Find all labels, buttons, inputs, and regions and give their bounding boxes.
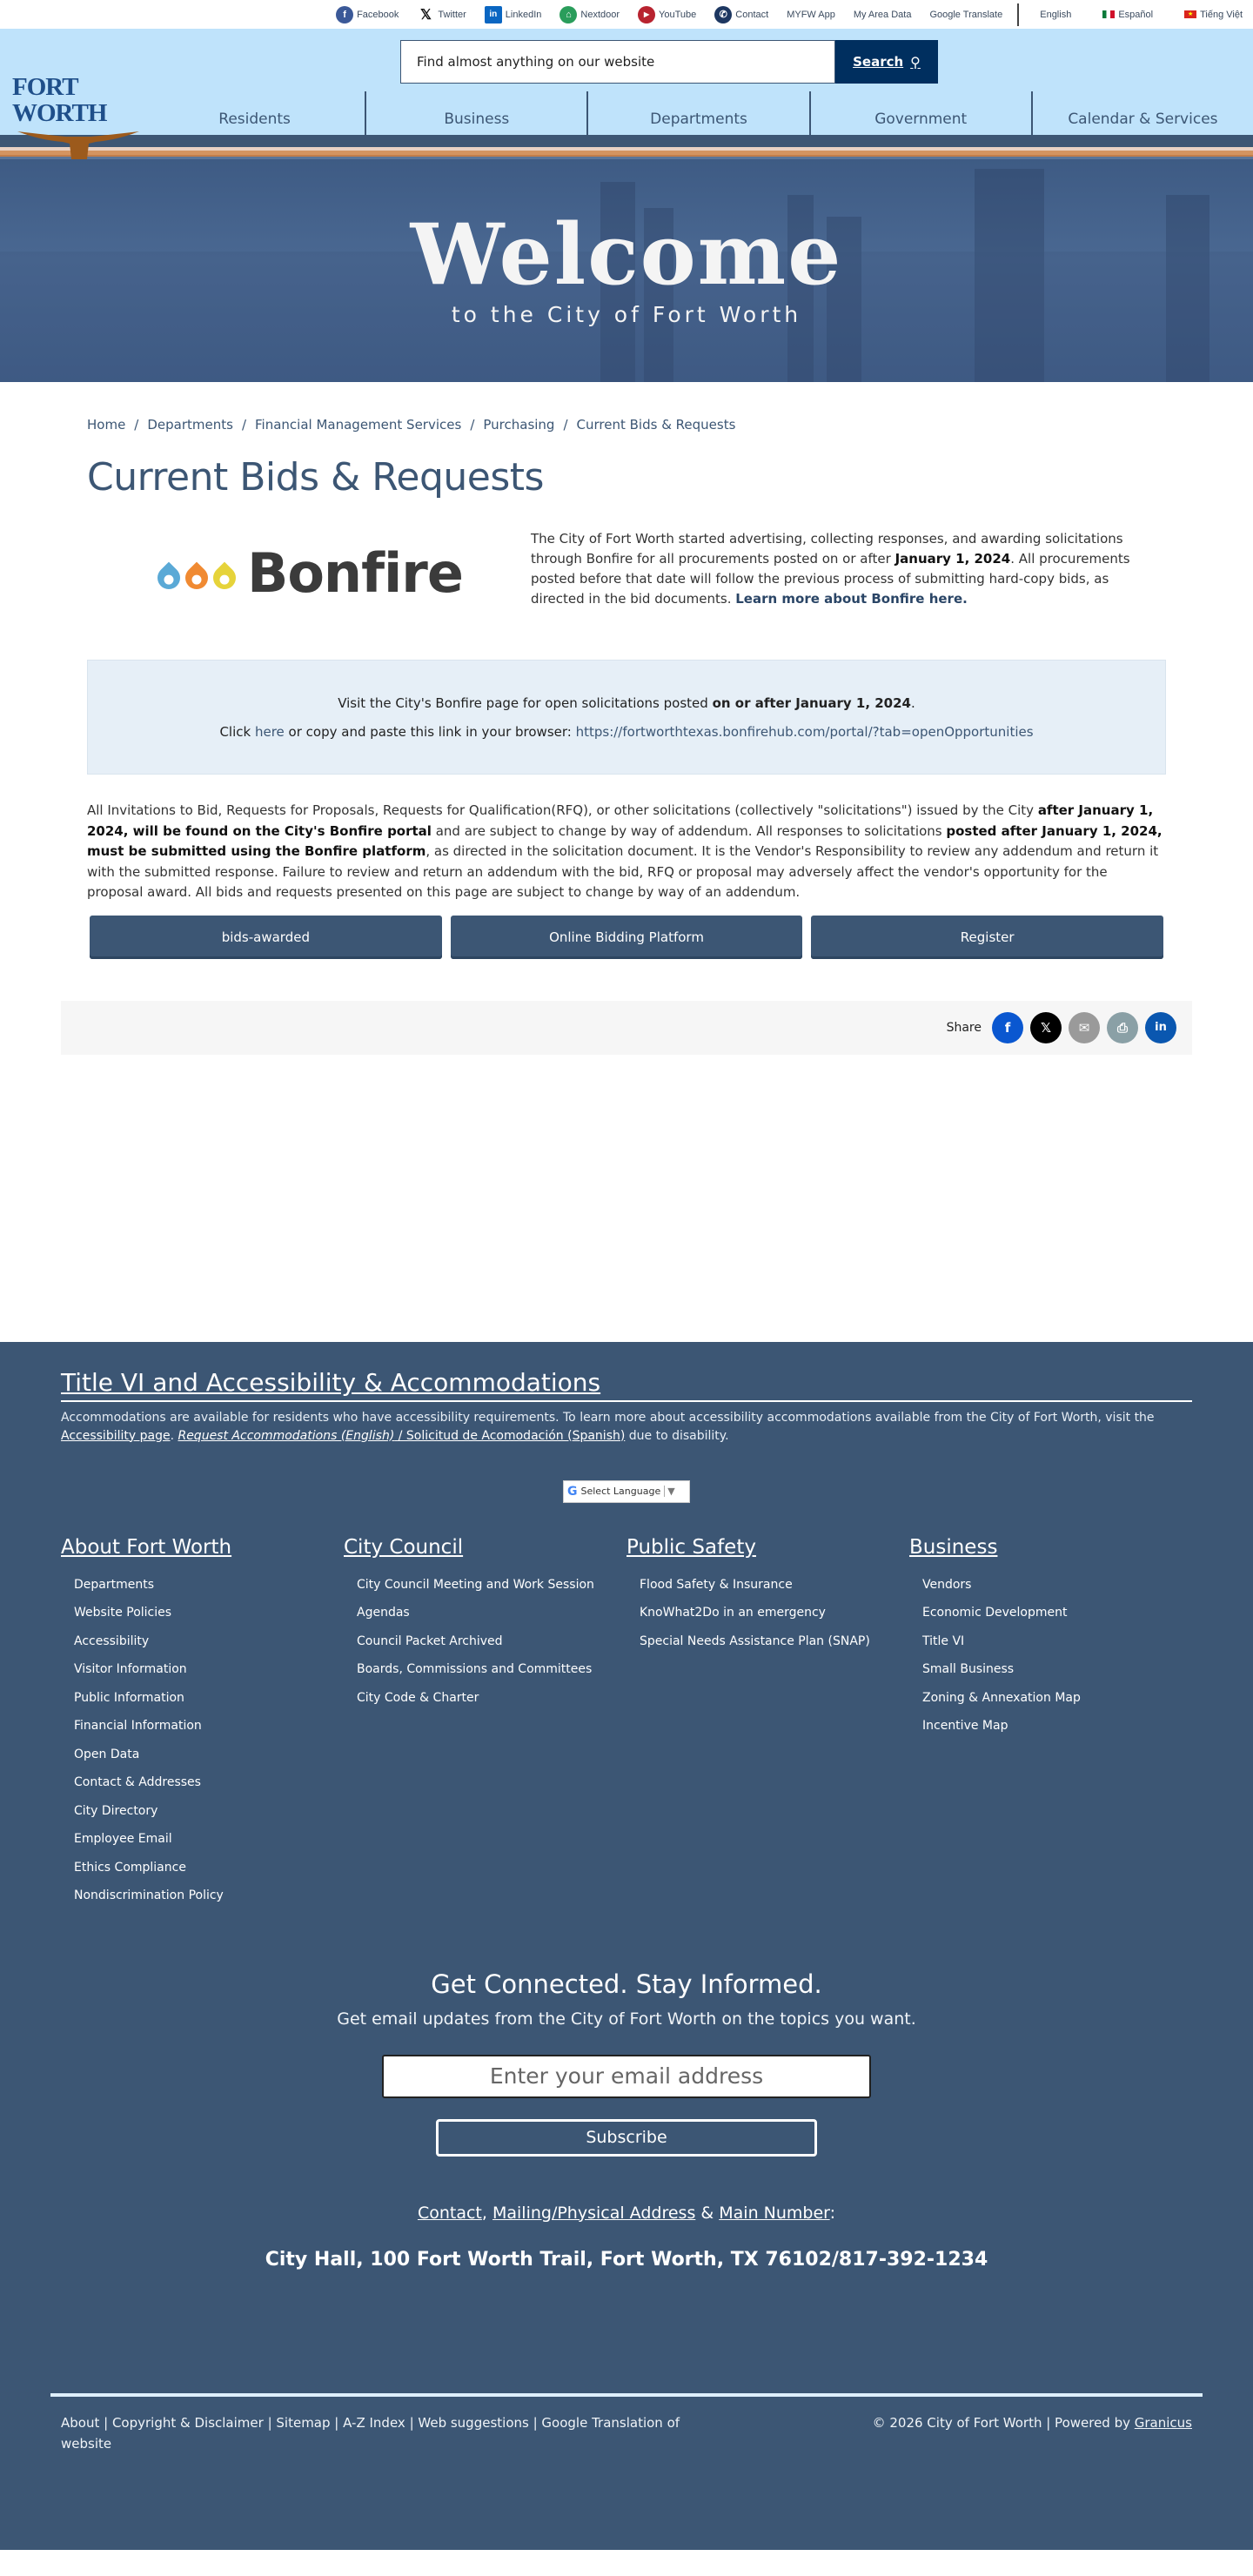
nextdoor-icon: ⌂ (559, 6, 577, 23)
footer-link[interactable]: Economic Development (922, 1606, 1068, 1620)
site-header (0, 29, 1253, 147)
newsletter-subtitle: Get email updates from the City of Fort Worth on the topics you want. (337, 2009, 916, 2029)
breadcrumb-departments[interactable]: Departments (147, 417, 233, 433)
bids-awarded-button[interactable]: bids-awarded (90, 916, 442, 959)
footer-column-business (909, 1536, 1192, 1917)
footer-link[interactable]: Departments (74, 1577, 155, 1592)
divider (1017, 3, 1019, 26)
x-twitter-icon: 𝕏 (417, 6, 434, 23)
footer-link[interactable]: Employee Email (74, 1832, 172, 1846)
youtube-link[interactable]: ▶ YouTube (638, 6, 696, 23)
learn-more-bonfire-link[interactable]: Learn more about Bonfire here. (735, 591, 968, 607)
contact-links: Contact, Mailing/Physical Address & Main Number: (417, 2203, 836, 2223)
footer-column-about (61, 1536, 344, 1917)
nextdoor-link[interactable]: ⌂ Nextdoor (559, 6, 620, 23)
footer-link-columns (61, 1536, 1192, 1917)
hero-title: Welcome (410, 205, 843, 304)
fort-worth-logo[interactable]: FORT WORTH (12, 74, 144, 137)
twitter-link[interactable]: 𝕏 Twitter (417, 6, 466, 23)
footer-link[interactable]: Council Packet Archived (357, 1633, 503, 1648)
search-input[interactable] (400, 40, 835, 84)
breadcrumb-financial-management[interactable]: Financial Management Services (255, 417, 462, 433)
granicus-link[interactable]: Granicus (1134, 2414, 1192, 2431)
about-link[interactable]: About (61, 2414, 100, 2431)
subscribe-button[interactable]: Subscribe (436, 2119, 817, 2157)
main-nav (144, 91, 1253, 147)
footer-link[interactable]: Visitor Information (74, 1662, 187, 1676)
google-translate-select[interactable]: G Select Language ▼ (563, 1480, 690, 1503)
about-fort-worth-heading[interactable]: About Fort Worth (61, 1535, 232, 1559)
web-suggestions-link[interactable]: Web suggestions (418, 2414, 529, 2431)
language-english[interactable]: English (1040, 9, 1072, 20)
myfw-app-link[interactable]: MYFW App (787, 9, 835, 20)
breadcrumb-current[interactable]: Current Bids & Requests (576, 417, 736, 433)
callout-line-2: Click here or copy and paste this link in your browser: https://fortworthtexas.bonfirehub.com/portal/?tab=openOpportunities (219, 723, 1034, 740)
x-share-icon[interactable]: 𝕏 (1030, 1012, 1062, 1043)
page-title: Current Bids & Requests (87, 455, 544, 500)
bonfire-callout (87, 660, 1166, 775)
footer-link[interactable]: Agendas (357, 1606, 410, 1620)
bonfire-portal-url-link[interactable]: https://fortworthtexas.bonfirehub.com/portal/?tab=openOpportunities (575, 723, 1034, 740)
linkedin-icon: in (485, 6, 502, 23)
youtube-icon: ▶ (638, 6, 655, 23)
hero-banner (0, 159, 1253, 382)
copyright-link[interactable]: Copyright & Disclaimer (111, 2414, 264, 2431)
footer-link[interactable]: Zoning & Annexation Map (922, 1690, 1081, 1705)
footer-link[interactable]: Title VI (922, 1633, 965, 1648)
language-spanish[interactable]: Español (1102, 10, 1153, 20)
nav-departments[interactable]: Departments (588, 91, 810, 147)
solicitation-notice: All Invitations to Bid, Requests for Proposals, Requests for Qualification(RFQ), or other solicitations (collectively "solicitations") issued by the City after January 1, 2024, will be found on the City's Bonfire portal and are subject to change by way of addendum. All responses to solicitations posted after January 1, 2024, must be submitted using the Bonfire platform, as directed in the solicitation document. It is the Vendor's Responsibility to review any addendum and return it with the submitted response. Failure to review and return an addendum with the bid, RFQ or proposal may adversely affect the vendor's opportunity for the proposal award. All bids and requests presented on this page are subject to change by way of an addendum. (87, 802, 1163, 900)
linkedin-share-icon[interactable]: in (1145, 1012, 1176, 1043)
footer-column-city-council (344, 1536, 626, 1917)
breadcrumb-purchasing[interactable]: Purchasing (483, 417, 555, 433)
accessibility-page-link[interactable]: Accessibility page (61, 1428, 171, 1443)
my-area-data-link[interactable]: My Area Data (853, 9, 912, 20)
footer-link[interactable]: Public Information (74, 1690, 184, 1705)
public-safety-heading[interactable]: Public Safety (626, 1535, 756, 1559)
footer-bottom-links: About | Copyright & Disclaimer | Sitemap | A-Z Index | Web suggestions | Google Translation of website (61, 2414, 680, 2452)
breadcrumb: Home / Departments / Financial Management Services / Purchasing / Current Bids & Requests (87, 417, 736, 433)
email-input[interactable] (382, 2055, 871, 2098)
footer-column-public-safety (626, 1536, 909, 1917)
print-share-icon[interactable]: ⎙ (1107, 1012, 1138, 1043)
footer-link[interactable]: Incentive Map (922, 1719, 1008, 1733)
main-content (0, 382, 1253, 959)
footer-link[interactable]: City Council Meeting and Work Session (357, 1577, 594, 1592)
footer-link[interactable]: City Directory (74, 1803, 158, 1818)
share-label: Share (946, 1020, 982, 1035)
search-form (400, 40, 938, 84)
facebook-icon: f (336, 6, 353, 23)
request-accommodations-link[interactable]: Request Accommodations (English) / Solicitud de Acomodación (Spanish) (178, 1428, 626, 1443)
register-button[interactable]: Register (811, 916, 1163, 959)
online-bidding-platform-button[interactable]: Online Bidding Platform (451, 916, 803, 959)
nav-government[interactable]: Government (811, 91, 1033, 147)
hero-subtitle: to the City of Fort Worth (451, 302, 802, 327)
contact-link[interactable]: Contact (417, 2203, 482, 2223)
email-share-icon[interactable]: ✉ (1069, 1012, 1100, 1043)
footer-link[interactable]: Special Needs Assistance Plan (SNAP) (640, 1633, 870, 1648)
language-vietnamese[interactable]: ★ Tiếng Việt (1184, 10, 1243, 20)
share-bar (61, 1001, 1192, 1055)
bonfire-intro (87, 529, 1166, 616)
linkedin-link[interactable]: in LinkedIn (485, 6, 542, 23)
utility-bar (0, 0, 1253, 29)
nav-residents[interactable]: Residents (144, 91, 366, 147)
callout-line-1: Visit the City's Bonfire page for open solicitations posted on or after January 1, 2024. (338, 694, 915, 711)
mailing-address-link[interactable]: Mailing/Physical Address (492, 2203, 696, 2223)
sitemap-link[interactable]: Sitemap (276, 2414, 331, 2431)
site-footer (0, 1342, 1253, 2550)
footer-link[interactable]: Vendors (922, 1577, 972, 1592)
footer-link[interactable]: Boards, Commissions and Committees (357, 1662, 593, 1676)
here-link[interactable]: here (254, 723, 285, 740)
phone-icon: ✆ (714, 6, 732, 23)
contact-link[interactable]: ✆ Contact (714, 6, 768, 23)
footer-link[interactable]: Small Business (922, 1662, 1015, 1676)
footer-link[interactable]: Contact & Addresses (74, 1775, 201, 1789)
intro-paragraph: The City of Fort Worth started advertising, collecting responses, and awarding solicitations through Bonfire for all procurements posted on or after January 1, 2024. All procurements posted before that date will follow the previous process of submitting hard-copy bids, as directed in the bid documents. Learn more about Bonfire here. (531, 531, 1130, 607)
footer-link[interactable]: Website Policies (74, 1606, 172, 1620)
dropdown-arrow-icon: ▼ (664, 1486, 674, 1497)
accessibility-title-link[interactable]: Title VI and Accessibility & Accommodations (61, 1367, 601, 1397)
newsletter-title: Get Connected. Stay Informed. (431, 1969, 822, 1999)
footer-link[interactable]: Open Data (74, 1747, 140, 1761)
divider (61, 1400, 1192, 1402)
nav-business[interactable]: Business (366, 91, 588, 147)
bonfire-drops-icon (155, 556, 238, 589)
a-z-index-link[interactable]: A-Z Index (343, 2414, 405, 2431)
footer-link[interactable]: KnoWhat2Do in an emergency (640, 1606, 826, 1620)
copyright: © 2026 City of Fort Worth | Powered by Granicus (872, 2414, 1192, 2431)
newsletter-signup (61, 1969, 1192, 2157)
business-heading[interactable]: Business (909, 1535, 998, 1559)
footer-link[interactable]: Flood Safety & Insurance (640, 1577, 793, 1592)
google-translate-link[interactable]: Google Translate (929, 9, 1003, 20)
google-translation-link[interactable]: Google Translation of website (61, 2414, 680, 2452)
breadcrumb-home[interactable]: Home (87, 417, 126, 433)
facebook-link[interactable]: f Facebook (336, 6, 399, 23)
search-button[interactable]: Search ⚲ (835, 40, 938, 84)
divider (50, 2393, 1203, 2397)
city-hall-address: City Hall, 100 Fort Worth Trail, Fort Worth, TX 76102/817-392-1234 (265, 2248, 988, 2271)
action-buttons (87, 916, 1166, 959)
nav-calendar-services[interactable]: Calendar & Services (1068, 111, 1218, 128)
city-council-heading[interactable]: City Council (344, 1535, 464, 1559)
footer-link[interactable]: Nondiscrimination Policy (74, 1888, 224, 1902)
footer-bottom (61, 2412, 1192, 2454)
bonfire-logo: Bonfire (87, 529, 531, 616)
mexico-flag-icon (1102, 10, 1115, 18)
search-icon: ⚲ (910, 53, 921, 70)
main-number-link[interactable]: Main Number (719, 2203, 830, 2223)
footer-link[interactable]: City Code & Charter (357, 1690, 479, 1705)
footer-link[interactable]: Ethics Compliance (74, 1860, 186, 1875)
decorative-stripes (0, 147, 1253, 159)
vietnam-flag-icon: ★ (1184, 10, 1196, 18)
footer-link[interactable]: Financial Information (74, 1719, 202, 1733)
facebook-share-icon[interactable]: f (992, 1012, 1023, 1043)
accessibility-text: Accommodations are available for residents who have accessibility requirements. To learn more about accessibility accommodations available from the City of Fort Worth, visit the Accessibility page. Request Accommodations (English) / Solicitud de Acomodación (Spanish) due to disability. (61, 1410, 1155, 1443)
google-icon: G (567, 1484, 578, 1499)
footer-link[interactable]: Accessibility (74, 1633, 150, 1648)
